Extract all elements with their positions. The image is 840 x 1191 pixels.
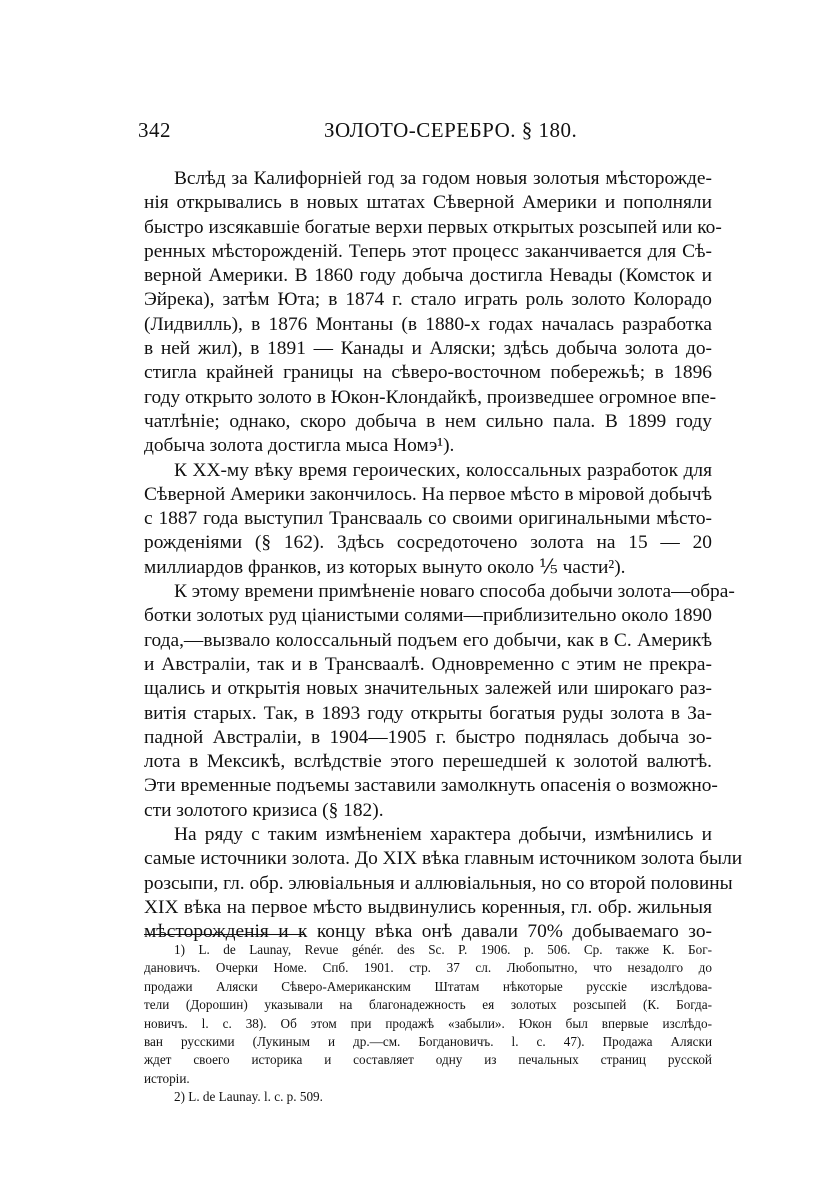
text-line: сти золотого кризиса (§ 182). [144, 799, 384, 821]
footnote-line: дановичъ. Очерки Номе. Спб. 1901. стр. 37 сл. Любопытно, что незадолго до [144, 960, 712, 976]
text-line: витія старых. Так, в 1893 году открыты богатыя руды золота в За- [144, 702, 712, 724]
text-line: мѣсторожденія и к концу вѣка онѣ давали 70% добываемаго зо- [144, 921, 712, 943]
text-line: и Австраліи, так и в Трансваалѣ. Одновременно с этим не прекра- [144, 653, 712, 675]
text-line: Сѣверной Америки закончилось. На первое мѣсто в міровой добычѣ [144, 483, 713, 505]
text-line: рожденіями (§ 162). Здѣсь сосредоточено золота на 15 — 20 [144, 532, 712, 554]
text-line: Эти временные подъемы заставили замолкнуть опасенія о возможно- [144, 775, 718, 797]
text-line: чатлѣніе; однако, скоро добыча в нем сильно пала. В 1899 году [144, 410, 712, 432]
text-line: (Лидвилль), в 1876 Монтаны (в 1880-х годах началась разработка [144, 313, 712, 335]
text-line: стигла крайней границы на сѣверо-восточном побережьѣ; в 1896 [144, 362, 712, 384]
footnote-line: тели (Дорошин) указывали на благонадежность ея золотых розсыпей (К. Богда- [144, 997, 712, 1013]
text-line: года,—вызвало колоссальный подъем его добычи, как в С. Америкѣ [144, 629, 712, 651]
text-line: быстро изсякавшіе богатые верхи первых открытых розсыпей или ко- [144, 216, 722, 238]
page-header [138, 118, 718, 148]
main-text [144, 167, 743, 945]
footnote-line: исторіи. [144, 1070, 190, 1086]
text-line: К XX-му вѣку время героических, колоссальных разработок для [174, 459, 712, 481]
footnote-divider [144, 934, 304, 935]
text-line: XIX вѣка на первое мѣсто выдвинулись коренныя, гл. обр. жильныя [144, 896, 712, 918]
text-line: в ней жил), в 1891 — Канады и Аляски; здѣсь добыча золота до- [144, 338, 712, 360]
text-line: Эйрека), затѣм Юта; в 1874 г. стало играть роль золото Колорадо [144, 289, 712, 311]
text-line: Вслѣд за Калифорніей год за годом новыя золотыя мѣсторожде- [174, 168, 712, 189]
text-line: На ряду с таким измѣненіем характера добычи, измѣнились и [174, 824, 712, 846]
footnote-line: продажи Аляски Сѣверо-Американским Штатам нѣкоторые русскіе изслѣдова- [144, 978, 712, 994]
text-line: К этому времени примѣненіе новаго способа добычи золота—обра- [174, 581, 735, 603]
text-line: лота в Мексикѣ, вслѣдствіе этого перешедшей к золотой валютѣ. [144, 751, 712, 773]
text-line: добыча золота достигла мыса Номэ¹). [144, 435, 455, 457]
text-line: щались и открытія новых значительных залежей или широкаго раз- [144, 678, 712, 700]
text-line: ренных мѣсторожденій. Теперь этот процесс заканчивается для Сѣ- [144, 240, 712, 262]
running-title: ЗОЛОТО-СЕРЕБРО. § 180. [324, 118, 578, 142]
text-line: самые источники золота. До XIX вѣка главным источником золота были [144, 848, 743, 870]
footnote-line: ждет своего историка и составляет одну из печальных страниц русской [144, 1052, 712, 1068]
footnotes [144, 941, 712, 1107]
footnote-line: 1) L. de Launay, Revue génér. des Sc. P. 1906. p. 506. Ср. также К. Бог- [174, 942, 712, 957]
text-line: году открыто золото в Юкон-Клондайкѣ, произведшее огромное впе- [144, 386, 717, 408]
text-line: падной Австраліи, в 1904—1905 г. быстро поднялась добыча зо- [144, 726, 712, 748]
page-number: 342 [138, 118, 171, 142]
text-line: миллиардов франков, из которых вынуто около ⅕ части²). [144, 556, 626, 578]
text-line: нія открывались в новых штатах Сѣверной Америки и пополняли [144, 192, 712, 214]
footnote-line: новичъ. l. c. 38). Об этом при продажѣ «забыли». Юкон был впервые изслѣдо- [144, 1015, 712, 1031]
text-line: верной Америки. В 1860 году добыча достигла Невады (Комсток и [144, 265, 712, 287]
text-line: ботки золотых руд ціанистыми солями—приблизительно около 1890 [144, 605, 712, 627]
text-line: розсыпи, гл. обр. элювіальныя и аллювіальныя, но со второй половины [144, 872, 733, 894]
footnote-line: ван русскими (Лукиным и др.—см. Богдановичъ. l. c. 47). Продажа Аляски [144, 1033, 712, 1049]
footnote-line: 2) L. de Launay. l. c. p. 509. [174, 1089, 323, 1105]
text-line: с 1887 года выступил Трансвааль со своими оригинальными мѣсто- [144, 508, 712, 530]
